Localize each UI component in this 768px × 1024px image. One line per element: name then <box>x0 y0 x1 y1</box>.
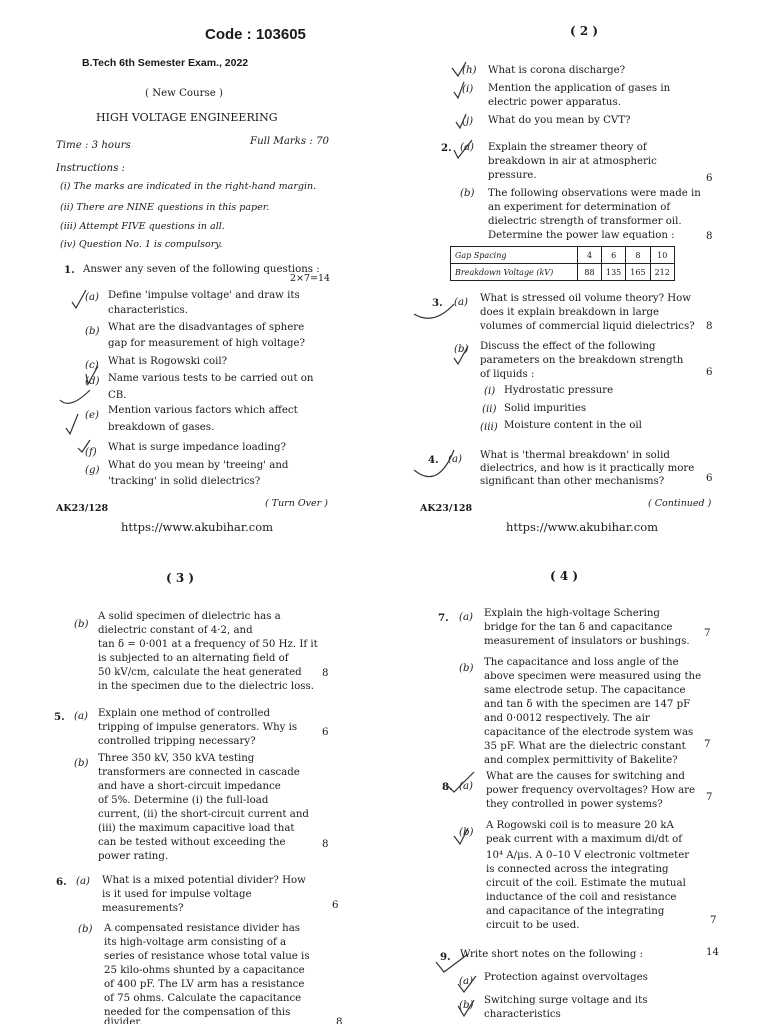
pen-tick-marks <box>414 60 497 500</box>
q7b-line-8: and complex permittivity of Bakelite? <box>484 755 678 766</box>
q4a-line-2: dielectrics, and how is it practically more <box>480 463 695 474</box>
q5b-line-4: of 5%. Determine (i) the full-load <box>98 795 269 806</box>
q8b-line-7: and capacitance of the integrating <box>486 906 665 917</box>
q2a-line-3: pressure. <box>488 170 537 181</box>
page-4-number: ( 4 ) <box>550 569 579 583</box>
q9a-label: (a) <box>459 976 474 987</box>
q2-number: 2. <box>441 142 452 154</box>
q8-number: 8. <box>442 781 453 793</box>
q1e-label: (e) <box>85 410 99 421</box>
q4b-line-4: is subjected to an alternating field of <box>98 653 289 664</box>
q8b-line-4: is connected across the integrating <box>486 864 669 875</box>
q4b-line-6: in the specimen due to the dielectric loss. <box>98 681 315 692</box>
q3-number: 3. <box>432 297 443 309</box>
q4a-line-1: What is 'thermal breakdown' in solid <box>480 450 670 461</box>
q1g-line-2: 'tracking' in solid dielectrics? <box>108 476 261 487</box>
q5a-line-2: tripping of impulse generators. Why is <box>98 722 298 733</box>
q1d-line-2: CB. <box>108 390 127 401</box>
q1b-label: (b) <box>85 326 100 337</box>
q1i-line-2: electric power apparatus. <box>488 97 621 108</box>
q1d-line-1: Name various tests to be carried out on <box>108 373 314 384</box>
q5b-line-6: (iii) the maximum capacitive load that <box>98 823 295 834</box>
q3a-line-1: What is stressed oil volume theory? How <box>480 293 692 304</box>
q2a-line-2: breakdown in air at atmospheric <box>488 156 657 167</box>
q1h-label: (h) <box>462 65 477 76</box>
q8a-marks: 7 <box>706 792 713 803</box>
page-2-url: https://www.akubihar.com <box>506 520 659 534</box>
q3b-line-2: parameters on the breakdown strength <box>480 355 684 366</box>
instruction-4: (iv) Question No. 1 is compulsory. <box>60 239 223 250</box>
table-header-voltage: Breakdown Voltage (kV) <box>451 264 578 281</box>
q3b-sub-2: Solid impurities <box>504 403 587 414</box>
q7b-marks: 7 <box>704 739 711 750</box>
q5a-label: (a) <box>74 711 89 722</box>
q1a-line-2: characteristics. <box>108 305 188 316</box>
q4a-marks: 6 <box>706 473 713 484</box>
q5-number: 5. <box>54 711 65 723</box>
table-cell: 88 <box>578 264 602 281</box>
instruction-2: (ii) There are NINE questions in this paper. <box>60 202 270 213</box>
table-cell: 6 <box>602 247 626 264</box>
q5b-line-1: Three 350 kV, 350 kVA testing <box>98 753 255 764</box>
subject-title: HIGH VOLTAGE ENGINEERING <box>96 111 278 124</box>
full-marks: Full Marks : 70 <box>250 136 330 147</box>
q6b-line-8: divider. <box>104 1017 143 1024</box>
pen-tick-marks <box>30 290 100 490</box>
table-cell: 165 <box>626 264 650 281</box>
page-2-footer-code: AK23/128 <box>420 503 473 512</box>
q6b-line-3: series of resistance whose total value is <box>104 951 310 962</box>
table-cell: 135 <box>602 264 626 281</box>
time-allowed: Time : 3 hours <box>56 140 131 151</box>
q1b-line-1: What are the disadvantages of sphere <box>108 322 305 333</box>
q1g-label: (g) <box>85 465 100 476</box>
q4b-line-1: A solid specimen of dielectric has a <box>98 611 281 622</box>
q9b-line-2: characteristics <box>484 1009 561 1020</box>
q5b-line-3: and have a short-circuit impedance <box>98 781 281 792</box>
q4b-line-3: tan δ = 0·001 at a frequency of 50 Hz. If it <box>98 639 318 650</box>
q6b-line-6: of 75 ohms. Calculate the capacitance <box>104 993 302 1004</box>
q6a-label: (a) <box>76 876 91 887</box>
page-3-number: ( 3 ) <box>166 571 195 585</box>
q7-number: 7. <box>438 612 449 624</box>
instruction-3: (iii) Attempt FIVE questions in all. <box>60 221 225 232</box>
q2b-line-4: Determine the power law equation : <box>488 230 675 241</box>
q1f-label: (f) <box>85 447 97 458</box>
q6b-line-1: A compensated resistance divider has <box>104 923 301 934</box>
q7b-label: (b) <box>459 663 474 674</box>
q1-marks: 2×7=14 <box>290 273 331 284</box>
q7b-line-5: and 0·0012 respectively. The air <box>484 713 650 724</box>
q5b-line-5: current, (ii) the short-circuit current and <box>98 809 309 820</box>
q4a-label: (a) <box>448 454 463 465</box>
q7b-line-2: above specimen were measured using the <box>484 671 702 682</box>
q2b-label: (b) <box>460 188 475 199</box>
q3b-sub-1: Hydrostatic pressure <box>504 385 614 396</box>
q4b-marks: 8 <box>322 668 329 679</box>
q1d-label: (d) <box>85 376 100 387</box>
q8b-line-2: peak current with a maximum di/dt of <box>486 834 682 845</box>
q7b-line-4: and tan δ with the specimen are 147 pF <box>484 699 691 710</box>
q8b-label: (b) <box>459 827 474 838</box>
q6b-line-5: of 400 pF. The LV arm has a resistance <box>104 979 305 990</box>
page-2 <box>384 0 768 512</box>
q4b-label: (b) <box>74 619 89 630</box>
q3a-line-2: does it explain breakdown in large <box>480 307 660 318</box>
q5b-line-2: transformers are connected in cascade <box>98 767 300 778</box>
q5b-line-8: power rating. <box>98 851 169 862</box>
instruction-1: (i) The marks are indicated in the right-hand margin. <box>60 181 317 192</box>
q1j-line-1: What do you mean by CVT? <box>488 115 631 126</box>
table-cell: 4 <box>578 247 602 264</box>
q8a-label: (a) <box>459 781 474 792</box>
q6b-line-7: needed for the compensation of this <box>104 1007 291 1018</box>
q5a-line-3: controlled tripping necessary? <box>98 736 256 747</box>
q7b-line-3: same electrode setup. The capacitance <box>484 685 686 696</box>
q4b-line-2: dielectric constant of 4·2, and <box>98 625 253 636</box>
q9a-line-1: Protection against overvoltages <box>484 972 648 983</box>
q1f-line-1: What is surge impedance loading? <box>108 442 286 453</box>
q3b-sub-3-label: (iii) <box>480 422 498 433</box>
q8a-line-3: they controlled in power systems? <box>486 799 663 810</box>
page-1-turn-over: ( Turn Over ) <box>265 498 328 509</box>
paper-code: Code : 103605 <box>205 26 306 43</box>
q7a-marks: 7 <box>704 628 711 639</box>
q6-number: 6. <box>56 876 67 888</box>
q7a-line-2: bridge for the tan δ and capacitance <box>484 622 673 633</box>
q9b-line-1: Switching surge voltage and its <box>484 995 648 1006</box>
q3b-label: (b) <box>454 344 469 355</box>
q6a-line-2: is it used for impulse voltage <box>102 889 252 900</box>
page-1-url: https://www.akubihar.com <box>121 520 274 534</box>
q7a-label: (a) <box>459 612 474 623</box>
q1g-line-1: What do you mean by 'treeing' and <box>108 460 289 471</box>
q8b-line-1: A Rogowski coil is to measure 20 kA <box>486 820 674 831</box>
q5b-line-7: can be tested without exceeding the <box>98 837 286 848</box>
pen-tick-marks <box>424 772 494 1022</box>
q1a-line-1: Define 'impulse voltage' and draw its <box>108 290 300 301</box>
q1e-line-2: breakdown of gases. <box>108 422 215 433</box>
q3b-line-3: of liquids : <box>480 369 535 380</box>
exam-title: B.Tech 6th Semester Exam., 2022 <box>82 57 249 69</box>
q9b-label: (b) <box>459 1000 474 1011</box>
q7b-line-1: The capacitance and loss angle of the <box>484 657 679 668</box>
q1-number: 1. <box>64 264 75 276</box>
q9-marks: 14 <box>706 947 719 958</box>
q8b-line-5: circuit of the coil. Estimate the mutual <box>486 878 686 889</box>
q4b-line-5: 50 kV/cm, calculate the heat generated <box>98 667 302 678</box>
q1i-line-1: Mention the application of gases in <box>488 83 671 94</box>
q1a-label: (a) <box>85 292 100 303</box>
q6a-line-1: What is a mixed potential divider? How <box>102 875 306 886</box>
q3b-sub-2-label: (ii) <box>482 404 497 415</box>
q9-text: Write short notes on the following : <box>460 949 644 960</box>
table-cell: 212 <box>650 264 674 281</box>
q1i-label: (i) <box>462 84 474 95</box>
q6a-line-3: measurements? <box>102 903 184 914</box>
q3b-sub-3: Moisture content in the oil <box>504 420 642 431</box>
q6b-marks: 8 <box>336 1017 343 1024</box>
q3b-sub-1-label: (i) <box>484 386 496 397</box>
q4a-line-3: significant than other mechanisms? <box>480 476 665 487</box>
q3b-marks: 6 <box>706 367 713 378</box>
q4-number: 4. <box>428 454 439 466</box>
q1h-line-1: What is corona discharge? <box>488 65 626 76</box>
q7a-line-3: measurement of insulators or bushings. <box>484 636 690 647</box>
q6a-marks: 6 <box>332 900 339 911</box>
q3a-label: (a) <box>454 297 469 308</box>
q7b-line-6: capacitance of the electrode system was <box>484 727 694 738</box>
instructions-heading: Instructions : <box>56 163 125 174</box>
q8b-marks: 7 <box>710 915 717 926</box>
q8b-line-3: 10⁴ A/μs. A 0–10 V electronic voltmeter <box>486 850 690 861</box>
q5a-marks: 6 <box>322 727 329 738</box>
course-type: ( New Course ) <box>145 88 223 99</box>
page-2-number: ( 2 ) <box>570 24 599 38</box>
page-2-continued: ( Continued ) <box>648 498 712 509</box>
q6b-line-2: its high-voltage arm consisting of a <box>104 937 287 948</box>
q2b-line-3: dielectric strength of transformer oil. <box>488 216 682 227</box>
q1b-line-2: gap for measurement of high voltage? <box>108 338 306 349</box>
table-header-gap: Gap Spacing <box>451 247 578 264</box>
q1j-label: (j) <box>462 116 474 127</box>
q3b-line-1: Discuss the effect of the following <box>480 341 656 352</box>
q5a-line-1: Explain one method of controlled <box>98 708 270 719</box>
q2a-label: (a) <box>460 142 475 153</box>
q2a-marks: 6 <box>706 173 713 184</box>
q8a-line-1: What are the causes for switching and <box>486 771 685 782</box>
q8b-line-8: circuit to be used. <box>486 920 580 931</box>
q3a-marks: 8 <box>706 321 713 332</box>
q1e-line-1: Mention various factors which affect <box>108 405 298 416</box>
q7b-line-7: 35 pF. What are the dielectric constant <box>484 741 686 752</box>
q6b-label: (b) <box>78 924 93 935</box>
q8b-line-6: inductance of the coil and resistance <box>486 892 677 903</box>
q2b-line-1: The following observations were made in <box>488 188 701 199</box>
q5b-marks: 8 <box>322 839 329 850</box>
q9-number: 9. <box>440 951 451 963</box>
page-3 <box>0 512 384 1024</box>
table-cell: 8 <box>626 247 650 264</box>
page-1-footer-code: AK23/128 <box>56 503 109 512</box>
q5b-label: (b) <box>74 758 89 769</box>
q2b-line-2: an experiment for determination of <box>488 202 671 213</box>
page-1 <box>0 0 384 512</box>
q7a-line-1: Explain the high-voltage Schering <box>484 608 660 619</box>
q1c-label: (c) <box>85 360 99 371</box>
q6b-line-4: 25 kilo-ohms shunted by a capacitance <box>104 965 305 976</box>
q1-text: Answer any seven of the following questions : <box>83 264 320 275</box>
page-4 <box>384 512 768 1024</box>
q2b-marks: 8 <box>706 231 713 242</box>
q8a-line-2: power frequency overvoltages? How are <box>486 785 696 796</box>
q3a-line-3: volumes of commercial liquid dielectrics? <box>480 321 695 332</box>
table-cell: 10 <box>650 247 674 264</box>
q2a-line-1: Explain the streamer theory of <box>488 142 647 153</box>
q1c-line-1: What is Rogowski coil? <box>108 356 228 367</box>
